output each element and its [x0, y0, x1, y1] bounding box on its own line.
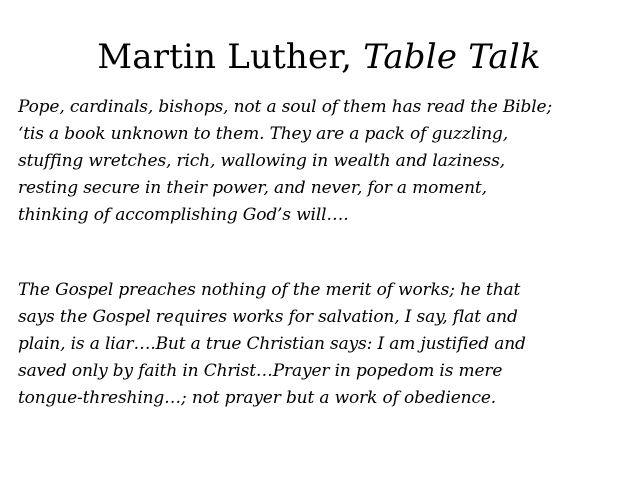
slide-title	[0, 37, 638, 77]
quote-2-line-1: The Gospel preaches nothing of the merit of works; he that	[18, 280, 521, 300]
quote-1-line-2: ‘tis a book unknown to them. They are a pack of guzzling,	[18, 124, 509, 144]
quote-2-line-4: saved only by faith in Christ…Prayer in popedom is mere	[18, 361, 503, 381]
quote-paragraph-2	[18, 277, 628, 412]
quote-paragraph-1	[18, 94, 628, 229]
quote-2-line-3: plain, is a liar….But a true Christian says: I am justified and	[18, 334, 526, 354]
quote-1-line-3: stuffing wretches, rich, wallowing in wealth and laziness,	[18, 151, 505, 171]
title-work: Table Talk	[363, 37, 541, 77]
quote-1-line-1: Pope, cardinals, bishops, not a soul of them has read the Bible;	[18, 97, 553, 117]
quote-1-line-5: thinking of accomplishing God’s will….	[18, 205, 349, 225]
quote-1-line-4: resting secure in their power, and never, for a moment,	[18, 178, 487, 198]
title-author: Martin Luther,	[97, 37, 364, 77]
quote-2-line-5: tongue-threshing…; not prayer but a work of obedience.	[18, 388, 496, 408]
quote-2-line-2: says the Gospel requires works for salvation, I say, flat and	[18, 307, 518, 327]
